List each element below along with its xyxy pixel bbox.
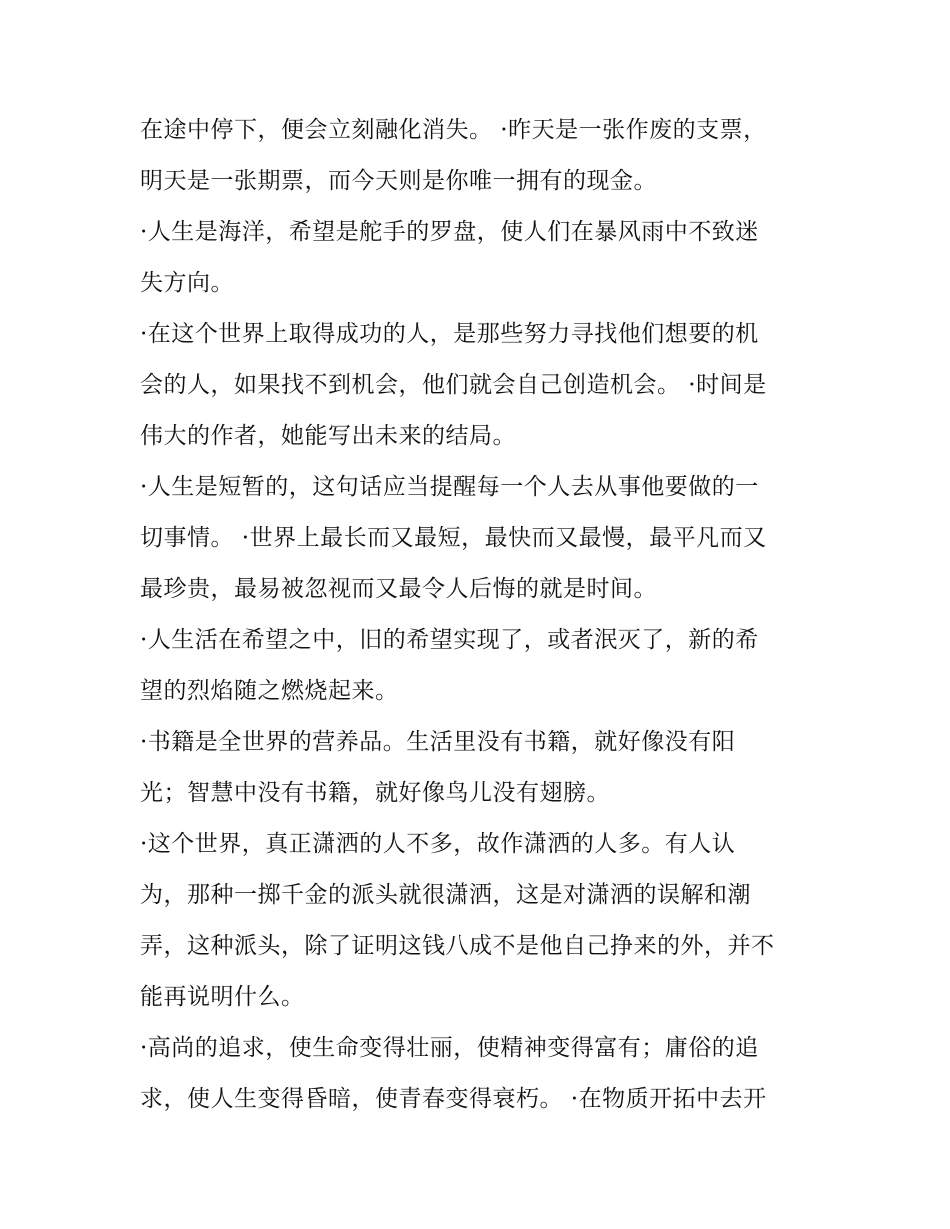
text-line: 能再说明什么。 — [140, 984, 305, 1010]
document-body — [140, 105, 840, 1125]
text-line: ·这个世界，真正潇洒的人不多，故作潇洒的人多。有人认 — [140, 831, 736, 857]
text-line: 失方向。 — [140, 270, 234, 296]
text-line: 望的烈焰随之燃烧起来。 — [140, 678, 399, 704]
text-line: 求，使人生变得昏暗，使青春变得衰朽。 ·在物质开拓中去开 — [140, 1086, 767, 1112]
text-line: 为，那种一掷千金的派头就很潇洒，这是对潇洒的误解和潮 — [140, 882, 751, 908]
text-line: ·人生是海洋，希望是舵手的罗盘，使人们在暴风雨中不致迷 — [140, 219, 759, 245]
text-line: ·在这个世界上取得成功的人，是那些努力寻找他们想要的机 — [140, 321, 759, 347]
text-line: ·书籍是全世界的营养品。生活里没有书籍，就好像没有阳 — [140, 729, 736, 755]
text-line: 光；智慧中没有书籍，就好像鸟儿没有翅膀。 — [140, 780, 610, 806]
text-line: ·高尚的追求，使生命变得壮丽，使精神变得富有；庸俗的追 — [140, 1035, 759, 1061]
text-line: 明天是一张期票，而今天则是你唯一拥有的现金。 — [140, 168, 657, 194]
text-line: 切事情。 ·世界上最长而又最短，最快而又最慢，最平凡而又 — [140, 525, 767, 551]
text-line: 会的人，如果找不到机会，他们就会自己创造机会。 ·时间是 — [140, 372, 767, 398]
text-line: 最珍贵，最易被忽视而又最令人后悔的就是时间。 — [140, 576, 657, 602]
text-line: 在途中停下，便会立刻融化消失。 ·昨天是一张作废的支票， — [140, 117, 767, 143]
text-line: 伟大的作者，她能写出未来的结局。 — [140, 423, 516, 449]
text-line: ·人生活在希望之中，旧的希望实现了，或者泯灭了，新的希 — [140, 627, 759, 653]
text-line: ·人生是短暂的，这句话应当提醒每一个人去从事他要做的一 — [140, 474, 759, 500]
text-line: 弄，这种派头，除了证明这钱八成不是他自己挣来的外，并不 — [140, 933, 775, 959]
